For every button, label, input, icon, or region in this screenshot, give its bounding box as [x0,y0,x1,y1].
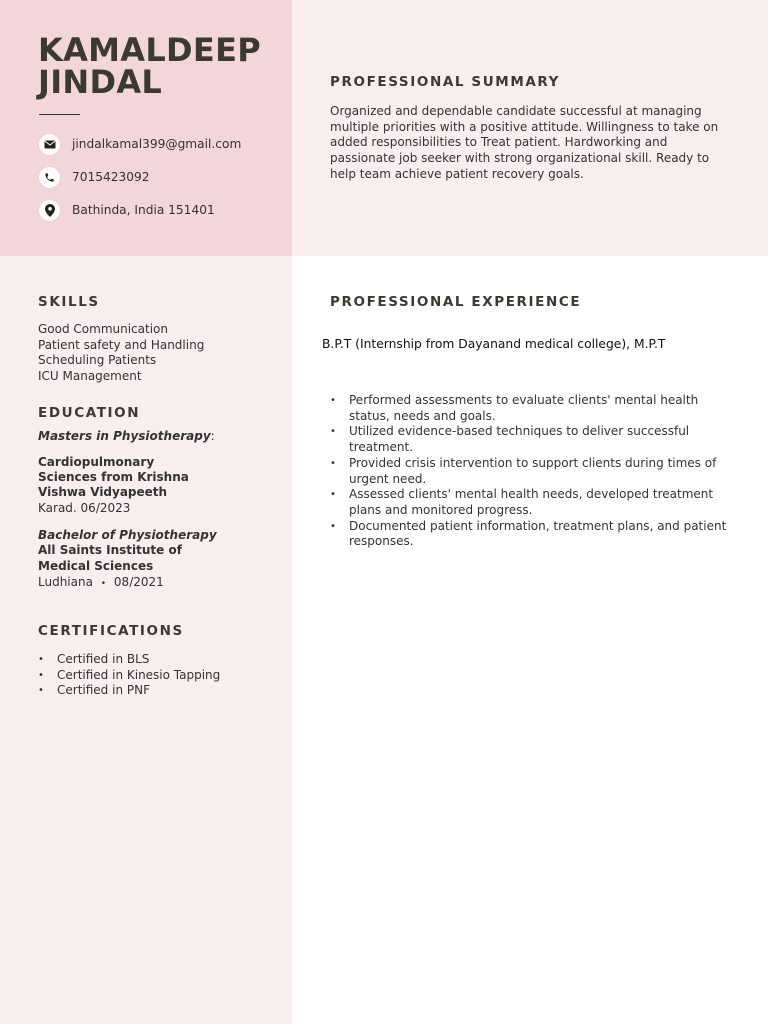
education-heading: EDUCATION [38,405,141,421]
summary-text: Organized and dependable candidate successful at managing multiple priorities with a positive attitude. Willingness to take on added responsibilities to Treat patient. Hardworking and passionate job seeker with strong organizational skill. Ready to help team achieve patient recovery goals. [330,104,719,181]
education-date: 08/2021 [113,575,164,589]
education-place: Ludhiana [38,575,93,589]
contact-address-row [38,198,215,222]
summary-heading: PROFESSIONAL SUMMARY [330,74,561,90]
certification-item: • Certified in Kinesio Tapping [38,668,278,684]
experience-bullets [330,393,728,550]
education-school: All Saints Institute of Medical Sciences [38,543,182,573]
skill-item: ICU Management [38,369,142,384]
separator-dot: • [100,579,107,589]
experience-bullet: • Performed assessments to evaluate clients' mental health status, needs and goals. [330,393,728,424]
experience-bullet: • Provided crisis intervention to support clients during times of urgent need. [330,456,728,487]
experience-heading: PROFESSIONAL EXPERIENCE [330,294,582,310]
education-school: Cardiopulmonary Sciences from Krishna Vishwa Vidyapeeth [38,455,189,499]
contact-address: Bathinda, India 151401 [72,203,215,217]
education-entry [38,429,288,517]
skill-item: Patient safety and Handling [38,337,205,352]
education-location-date: Karad. 06/2023 [38,501,131,515]
education-location-date [38,575,288,593]
education-degree-colon: : [210,429,215,443]
certifications-heading: CERTIFICATIONS [38,623,184,639]
phone-icon [38,166,61,189]
experience-bullet: • Documented patient information, treatment plans, and patient responses. [330,519,728,550]
education-degree: Masters in Physiotherapy [38,429,211,443]
main-panel [292,256,768,1024]
certification-item: • Certified in PNF [38,683,278,699]
experience-bullet: • Assessed clients' mental health needs, developed treatment plans and monitored progress. [330,487,728,518]
education-entry [38,528,288,593]
contact-phone-row [38,165,150,189]
location-pin-icon [38,199,61,222]
experience-position: B.P.T (Internship from Dayanand medical college), M.P.T [322,337,666,351]
contact-email[interactable]: jindalkamal399@gmail.com [72,137,242,151]
candidate-name: KAMALDEEP JINDAL [38,31,261,101]
contact-email-row [38,132,241,156]
name-divider [39,114,80,115]
skill-item: Scheduling Patients [38,353,157,368]
contact-phone[interactable]: 7015423092 [72,170,150,184]
email-icon [38,133,61,156]
certification-item: • Certified in BLS [38,652,278,668]
skills-list [38,322,278,385]
education-degree: Bachelor of Physiotherapy [38,528,217,542]
skills-heading: SKILLS [38,294,100,310]
certifications-list [38,652,278,699]
skill-item: Good Communication [38,322,168,336]
experience-bullet: • Utilized evidence-based techniques to deliver successful treatment. [330,424,728,455]
